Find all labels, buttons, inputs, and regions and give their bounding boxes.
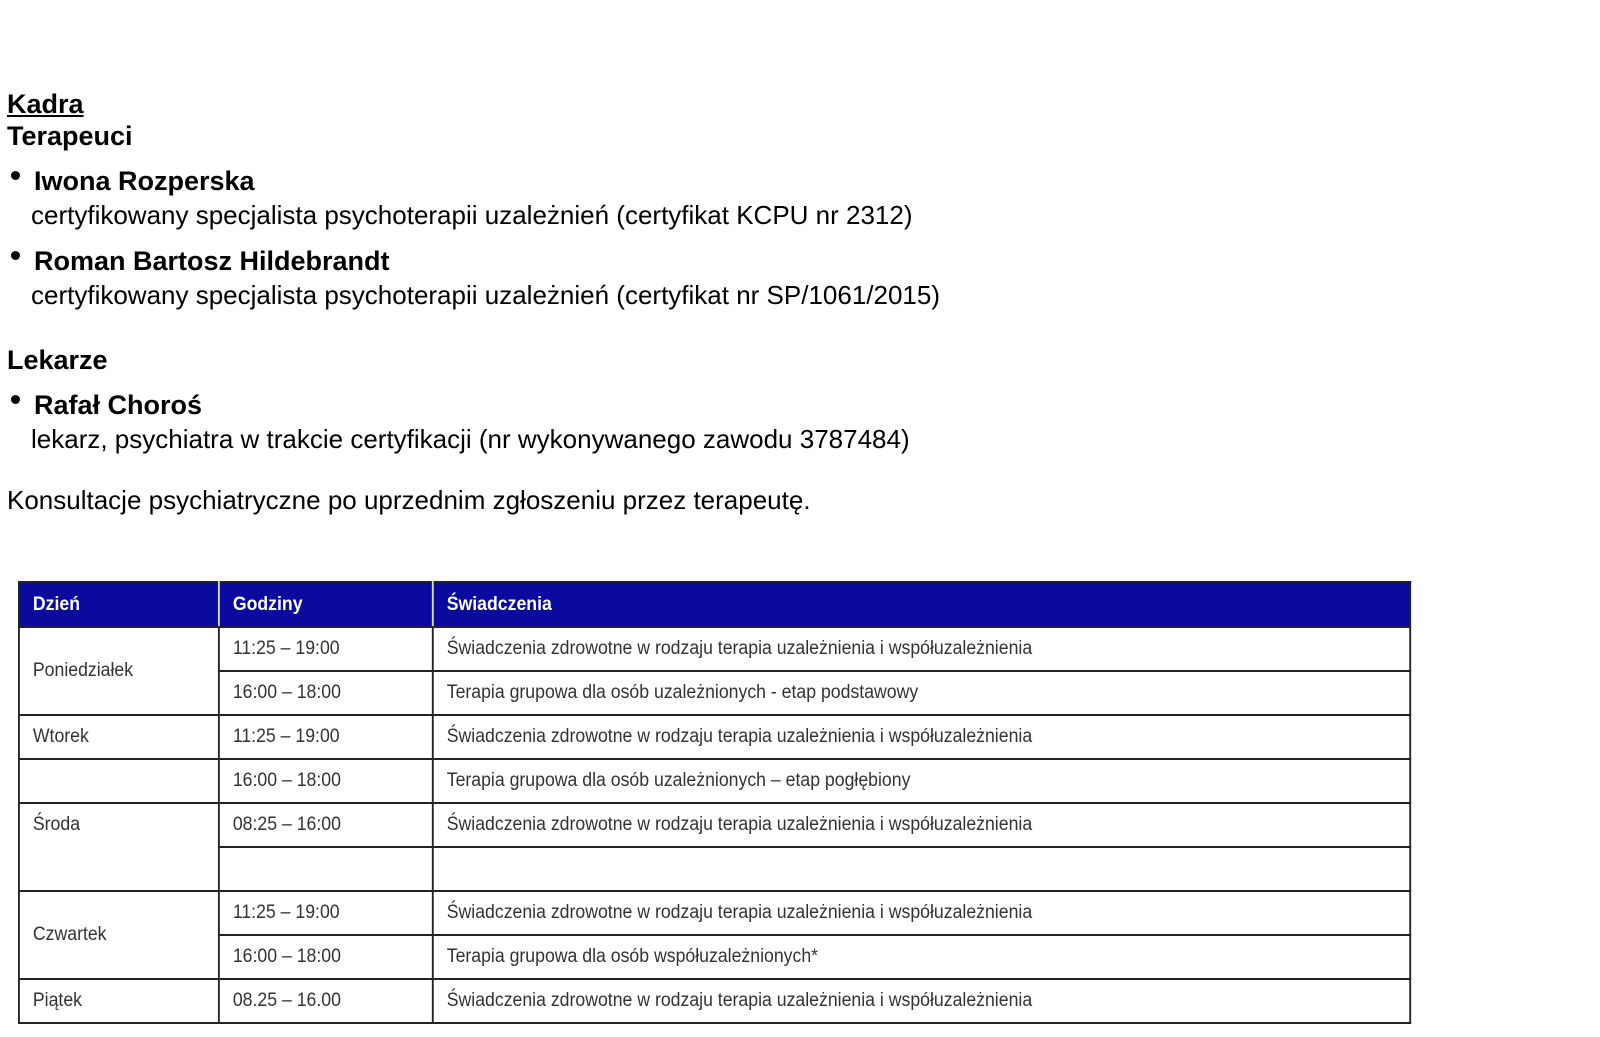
hours-cell: 11:25 – 19:00	[219, 627, 433, 671]
day-cell: Czwartek	[19, 891, 219, 979]
person-description: certyfikowany specjalista psychoterapii uzależnień (certyfikat nr SP/1061/2015)	[31, 280, 941, 310]
day-cell: Piątek	[19, 979, 219, 1023]
doctors-title: Lekarze	[7, 345, 108, 375]
table-row	[19, 627, 1410, 671]
hours-cell: 11:25 – 19:00	[219, 715, 433, 759]
header-day: Dzień	[19, 582, 219, 627]
doctor-entry	[7, 388, 1587, 456]
service-cell: Świadczenia zdrowotne w rodzaju terapia uzależnienia i współuzależnienia	[433, 627, 1410, 671]
person-description: lekarz, psychiatra w trakcie certyfikacji (nr wykonywanego zawodu 3787484)	[31, 424, 910, 454]
header-hours: Godziny	[219, 582, 433, 627]
therapist-entry	[7, 164, 1587, 232]
bullet-icon	[11, 171, 20, 180]
schedule-table	[18, 581, 1411, 1024]
service-cell: Terapia grupowa dla osób uzależnionych - etap podstawowy	[433, 671, 1410, 715]
therapists-title: Terapeuci	[7, 121, 133, 151]
table-row	[19, 847, 1410, 891]
service-cell: Świadczenia zdrowotne w rodzaju terapia uzależnienia i współuzależnienia	[433, 715, 1410, 759]
table-row	[19, 715, 1410, 759]
consultation-note: Konsultacje psychiatryczne po uprzednim zgłoszeniu przez terapeutę.	[7, 485, 811, 515]
table-row	[19, 759, 1410, 803]
kadra-heading: Kadra	[7, 89, 84, 119]
person-name: Iwona Rozperska	[34, 165, 255, 196]
staff-section	[7, 88, 1587, 516]
table-row	[19, 891, 1410, 935]
table-row	[19, 671, 1410, 715]
hours-cell: 11:25 – 19:00	[219, 891, 433, 935]
day-cell: Środa	[19, 803, 219, 891]
hours-cell: 16:00 – 18:00	[219, 759, 433, 803]
hours-cell	[219, 847, 433, 891]
therapist-entry	[7, 244, 1587, 312]
hours-cell: 08.25 – 16.00	[219, 979, 433, 1023]
table-row	[19, 803, 1410, 847]
table-row	[19, 935, 1410, 979]
day-cell: Wtorek	[19, 715, 219, 759]
service-cell: Terapia grupowa dla osób uzależnionych – etap pogłębiony	[433, 759, 1410, 803]
bullet-icon	[11, 251, 20, 260]
person-name: Rafał Choroś	[34, 389, 203, 420]
service-cell	[433, 847, 1410, 891]
service-cell: Świadczenia zdrowotne w rodzaju terapia uzależnienia i współuzależnienia	[433, 803, 1410, 847]
day-cell	[19, 759, 219, 803]
person-name: Roman Bartosz Hildebrandt	[34, 245, 390, 276]
bullet-icon	[11, 395, 20, 404]
service-cell: Świadczenia zdrowotne w rodzaju terapia uzależnienia i współuzależnienia	[433, 891, 1410, 935]
table-row	[19, 979, 1410, 1023]
day-cell: Poniedziałek	[19, 627, 219, 715]
hours-cell: 08:25 – 16:00	[219, 803, 433, 847]
hours-cell: 16:00 – 18:00	[219, 671, 433, 715]
hours-cell: 16:00 – 18:00	[219, 935, 433, 979]
table-header-row	[19, 582, 1410, 627]
service-cell: Świadczenia zdrowotne w rodzaju terapia uzależnienia i współuzależnienia	[433, 979, 1410, 1023]
header-services: Świadczenia	[433, 582, 1410, 627]
service-cell: Terapia grupowa dla osób współuzależnionych*	[433, 935, 1410, 979]
person-description: certyfikowany specjalista psychoterapii uzależnień (certyfikat KCPU nr 2312)	[31, 200, 913, 230]
